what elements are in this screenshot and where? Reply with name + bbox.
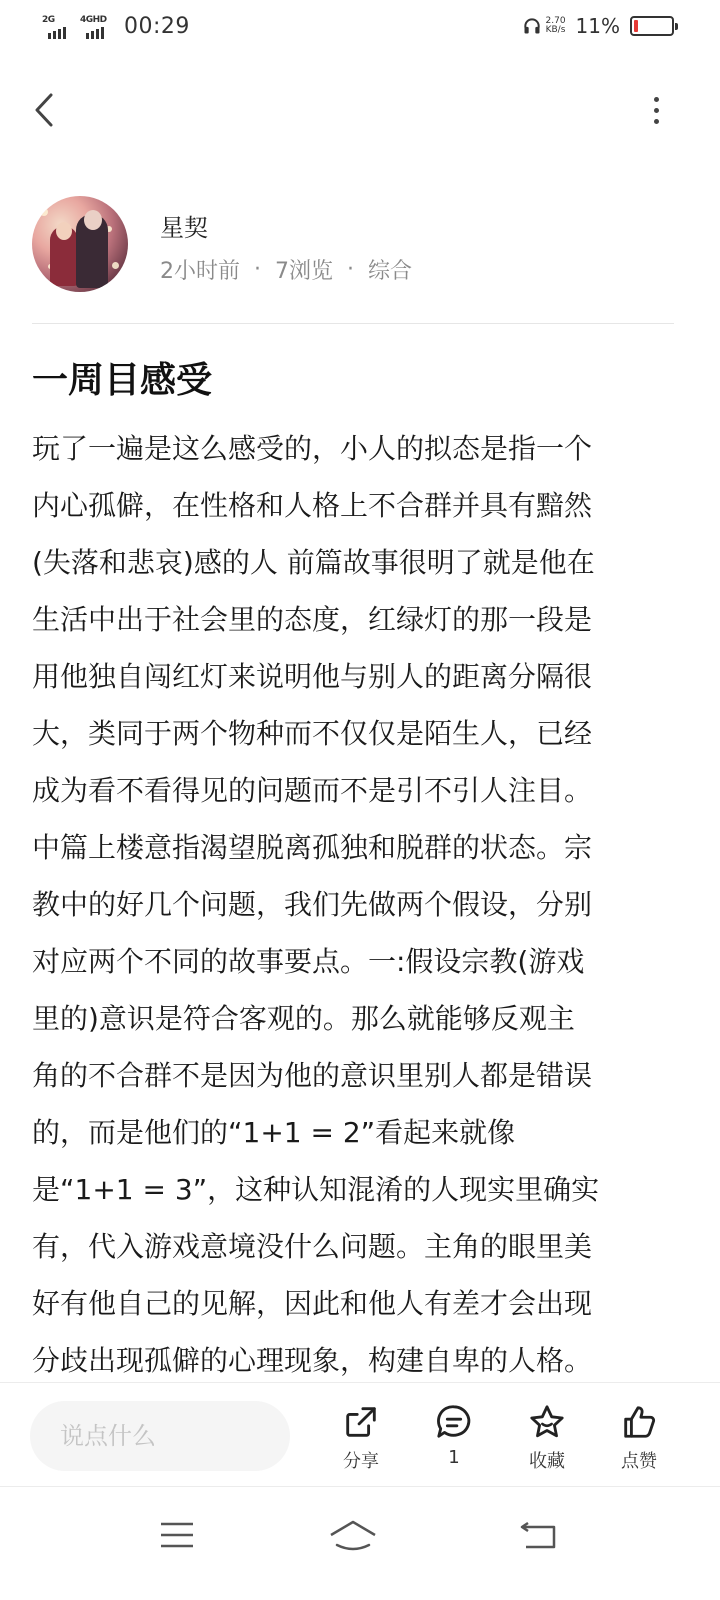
favorite-label: 收藏 <box>529 1451 565 1472</box>
comment-count: 1 <box>448 1447 460 1468</box>
like-button[interactable] <box>604 1403 674 1479</box>
author-avatar[interactable] <box>32 196 128 292</box>
system-home-button[interactable] <box>329 1515 377 1555</box>
more-dot <box>654 119 659 124</box>
like-label: 点赞 <box>621 1451 657 1472</box>
thumbs-up-icon <box>620 1403 658 1441</box>
home-icon <box>329 1519 377 1551</box>
return-icon <box>520 1521 556 1549</box>
star-icon <box>528 1403 566 1441</box>
system-navigation-bar <box>0 1487 720 1600</box>
battery-level <box>634 20 638 32</box>
speed-value: 2.70 <box>545 16 566 26</box>
post-meta <box>160 254 412 285</box>
share-button[interactable] <box>326 1403 396 1479</box>
comment-button[interactable] <box>419 1403 489 1479</box>
favorite-button[interactable] <box>512 1403 582 1479</box>
signal-2g-icon <box>42 15 74 39</box>
signal-4g-icon <box>80 15 114 39</box>
divider <box>32 323 674 324</box>
post-category[interactable]: 综合 <box>368 259 413 284</box>
network-speed <box>546 17 566 35</box>
author-name[interactable]: 星契 <box>160 214 208 242</box>
system-back-button[interactable] <box>514 1515 562 1555</box>
share-label: 分享 <box>343 1451 379 1472</box>
menu-icon <box>160 1522 194 1548</box>
more-options-button[interactable] <box>638 88 674 132</box>
system-menu-button[interactable] <box>153 1515 201 1555</box>
bottom-action-bar <box>0 1382 720 1486</box>
meta-separator: · <box>254 257 261 282</box>
speed-unit: KB/s <box>545 25 566 35</box>
chevron-left-icon <box>32 92 56 128</box>
signal-2g-label: 2G <box>42 14 55 25</box>
comment-icon <box>435 1403 473 1441</box>
post-body: 玩了一遍是这么感受的，小人的拟态是指一个 内心孤僻，在性格和人格上不合群并具有黯然 (失落和悲哀)感的人 前篇故事很明了就是他在 生活中出于社会里的态度，红绿灯的那一段是 用他独自闯红灯来说明他与别人的距离分隔很 大，类同于两个物种而不仅仅是陌生人，已经 成为看不看得见的问题而不是引不引人注目。 中篇上楼意指渴望脱离孤独和脱群的状态。宗 教中的好几个问题，我们先做两个假设，分别 对应两个不同的故事要点。一:假设宗教(游戏 里的)意识是符合客观的。那么就能够反观主 角的不合群不是因为他的意识里别人都是错误 的，而是他们的“1+1 = 2”看起来就像 是“1+1 = 3”，这种认知混淆的人现实里确实 有，代入游戏意境没什么问题。主角的眼里美 好有他自己的见解，因此和他人有差才会出现 分歧出现孤僻的心理现象，构建自卑的人格。 <box>32 432 600 1377</box>
clock: 00:29 <box>124 14 190 39</box>
signal-4g-label: 4GHD <box>80 14 107 25</box>
back-button[interactable] <box>26 88 62 132</box>
share-icon <box>342 1403 380 1441</box>
status-left <box>42 14 190 39</box>
post-time: 2小时前 <box>160 259 240 284</box>
more-dot <box>654 97 659 102</box>
battery-icon <box>630 16 674 36</box>
more-dot <box>654 108 659 113</box>
comment-input[interactable] <box>30 1401 290 1471</box>
battery-percent: 11% <box>575 14 620 38</box>
post-title: 一周目感受 <box>32 360 213 401</box>
meta-separator: · <box>347 257 354 282</box>
view-count: 7浏览 <box>275 259 333 284</box>
status-right <box>522 14 675 38</box>
status-bar <box>0 0 720 56</box>
headset-icon <box>522 16 542 36</box>
